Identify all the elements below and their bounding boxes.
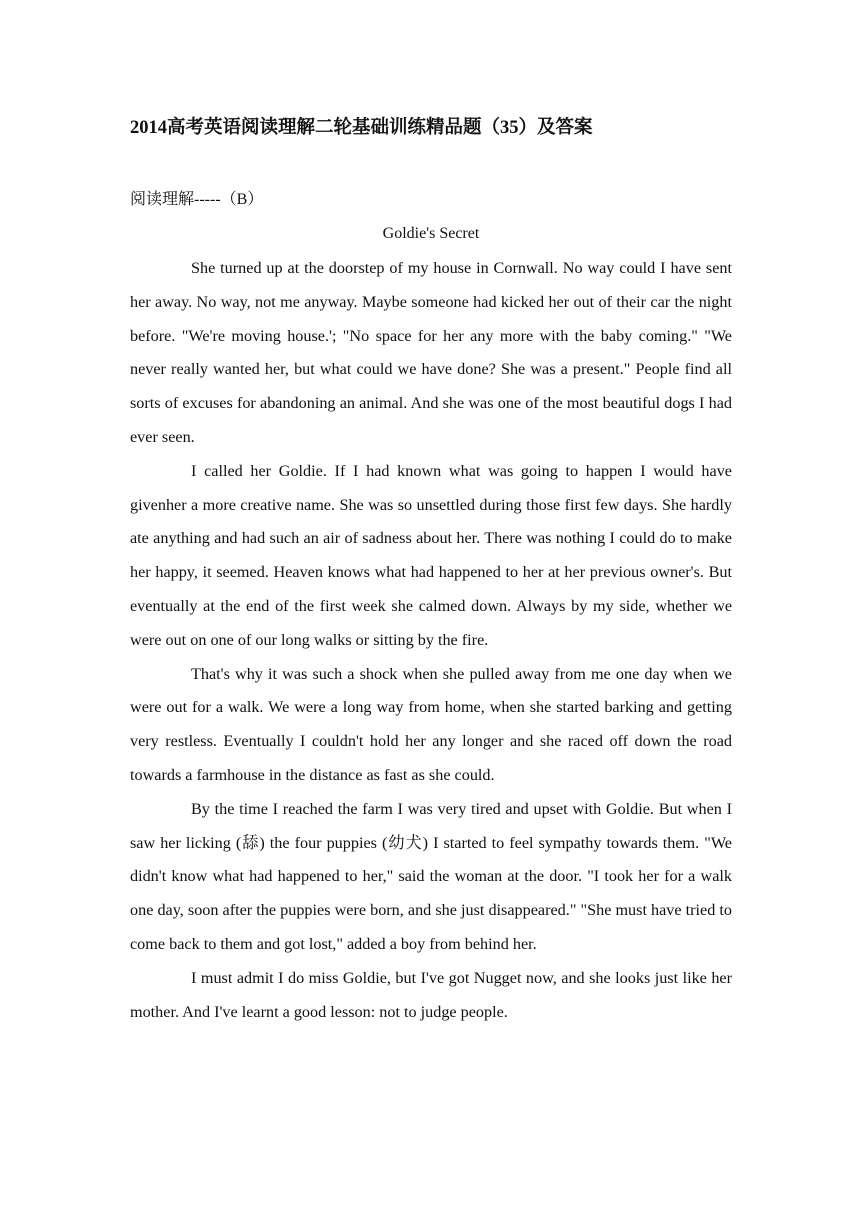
paragraph-2: I called her Goldie. If I had known what was going to happen I would have givenher a more creative name. She was so unsettled during those first few days. She hardly ate anything and had such an air of sadness about her. There was nothing I could do to make her happy, it seemed. Heaven knows what had happened to her at her previous owner's. But eventually at the end of the first week she calmed down. Always by my side, whether we were out on one of our long walks or sitting by the fire.	[130, 461, 732, 649]
document-title: 2014高考英语阅读理解二轮基础训练精品题（35）及答案	[130, 118, 593, 138]
paragraph-4: By the time I reached the farm I was very tired and upset with Goldie. But when I saw her licking (舔) the four puppies (幼犬) I started to feel sympathy towards them. "We didn't know what had happened to her," said the woman at the door. "I took her for a walk one day, soon after the puppies were born, and she just disappeared." "She must have tried to come back to them and got lost," added a boy from behind her.	[130, 799, 732, 953]
paragraph-5: I must admit I do miss Goldie, but I've got Nugget now, and she looks just like her mother. And I've learnt a good lesson: not to judge people.	[130, 968, 732, 1021]
paragraph-1: She turned up at the doorstep of my house in Cornwall. No way could I have sent her away. No way, not me anyway. Maybe someone had kicked her out of their car the night before. "We're moving house.'; "No space for her any more with the baby coming." "We never really wanted her, but what could we have done? She was a present." People find all sorts of excuses for abandoning an animal. And she was one of the most beautiful dogs I had ever seen.	[130, 259, 732, 446]
story-title: Goldie's Secret	[382, 225, 480, 242]
section-label: 阅读理解-----（B）	[130, 191, 264, 208]
story-body	[130, 252, 732, 1029]
paragraph-3: That's why it was such a shock when she pulled away from me one day when we were out for a walk. We were a long way from home, when she started barking and getting very restless. Eventually I couldn't hold her any longer and she raced off down the road towards a farmhouse in the distance as fast as she could.	[130, 664, 732, 784]
